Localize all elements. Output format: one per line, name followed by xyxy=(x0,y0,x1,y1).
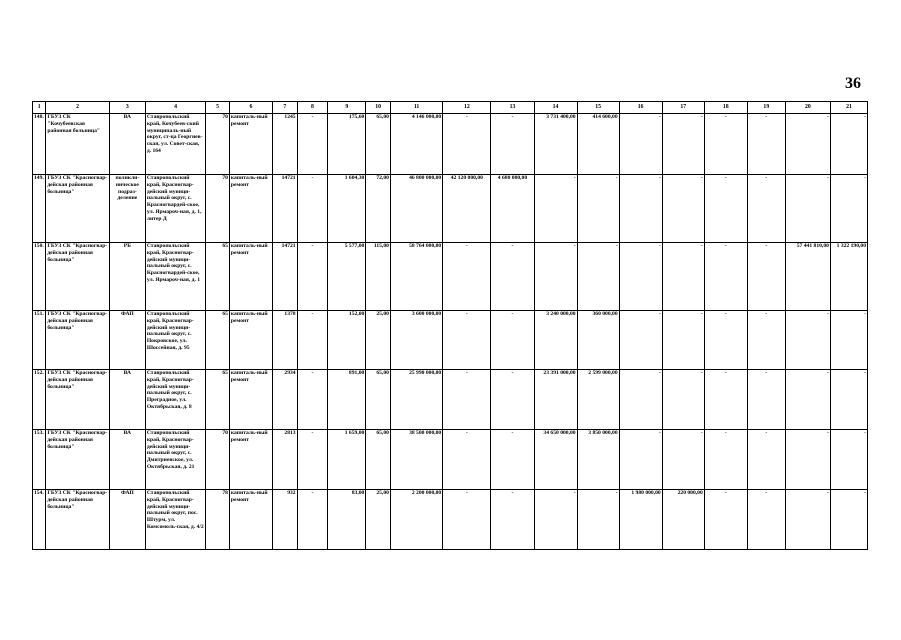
table-cell: - xyxy=(534,490,577,550)
col-header: 5 xyxy=(206,102,230,114)
table-cell: 2 599 000,00 xyxy=(577,370,619,430)
table-cell: - xyxy=(443,430,491,490)
table-cell: - xyxy=(830,175,867,243)
table-cell: Ставропольский край, Кочубеев-ский муниципаль-ный округ, ст-ца Георгиев-ская, ул. Совет-ская, д. 164 xyxy=(145,114,206,175)
table-cell: ГБУЗ СК "Красногвар-дейская районная больница" xyxy=(46,175,110,243)
table-cell: 65,00 xyxy=(366,114,391,175)
table-cell: Ставропольский край, Красногвар-дейский муници-пальный округ, с. Красногвардей-ское, ул. Ярмароч-ная, д. 1, литер Д xyxy=(145,175,206,243)
table-cell: - xyxy=(785,370,830,430)
table-cell: 152,00 xyxy=(328,311,366,370)
table-cell: - xyxy=(785,114,830,175)
table-cell: - xyxy=(747,311,785,370)
table-cell: - xyxy=(297,311,328,370)
col-header: 18 xyxy=(704,102,747,114)
table-cell: 153. xyxy=(33,430,46,490)
table-cell: 14721 xyxy=(272,175,297,243)
table-cell: - xyxy=(491,370,534,430)
table-cell: - xyxy=(619,370,662,430)
table-cell: 3 240 000,00 xyxy=(534,311,577,370)
col-header: 16 xyxy=(619,102,662,114)
table-cell: 46 800 000,00 xyxy=(390,175,442,243)
table-cell: - xyxy=(662,311,704,370)
table-cell: 72,00 xyxy=(366,175,391,243)
table-cell: 3 600 000,00 xyxy=(390,311,442,370)
table-cell: 5 577,00 xyxy=(328,243,366,311)
table-cell: - xyxy=(747,370,785,430)
col-header: 12 xyxy=(443,102,491,114)
table-cell: 151. xyxy=(33,311,46,370)
table-row xyxy=(33,175,868,243)
table-cell: - xyxy=(785,490,830,550)
col-header: 2 xyxy=(46,102,110,114)
table-cell: - xyxy=(704,243,747,311)
table-cell: - xyxy=(704,370,747,430)
table-cell: 25,00 xyxy=(366,490,391,550)
table-cell: 150. xyxy=(33,243,46,311)
table-cell: - xyxy=(662,114,704,175)
table-cell: 3 731 400,00 xyxy=(534,114,577,175)
table-cell: 1 980 000,00 xyxy=(619,490,662,550)
table-cell: Ставропольский край, Красногвар-дейский муници-пальный округ, с. Красногвардей-ское, ул. Ярмароч-ная, д. 1 xyxy=(145,243,206,311)
table-cell: - xyxy=(619,311,662,370)
table-cell: - xyxy=(577,490,619,550)
table-cell: - xyxy=(830,370,867,430)
table-cell: 115,00 xyxy=(366,243,391,311)
table-cell: - xyxy=(662,370,704,430)
table-cell: 34 650 000,00 xyxy=(534,430,577,490)
table-cell: капиталь-ный ремонт xyxy=(229,175,272,243)
column-number-row xyxy=(33,102,868,114)
table-cell: ГБУЗ СК "Красногвар-дейская районная больница" xyxy=(46,370,110,430)
table-cell: - xyxy=(830,430,867,490)
table-cell: ФАП xyxy=(109,490,145,550)
table-cell: ФАП xyxy=(109,311,145,370)
table-cell: ГБУЗ СК "Красногвар-дейская районная больница" xyxy=(46,430,110,490)
table-cell: - xyxy=(830,490,867,550)
table-row xyxy=(33,243,868,311)
table-cell: - xyxy=(704,175,747,243)
table-cell: 152. xyxy=(33,370,46,430)
table-cell: 65,00 xyxy=(366,370,391,430)
table-cell: - xyxy=(619,430,662,490)
table-cell: - xyxy=(443,370,491,430)
table-cell: 23 391 000,00 xyxy=(534,370,577,430)
table-cell: 83,00 xyxy=(328,490,366,550)
table-cell: 38 500 000,00 xyxy=(390,430,442,490)
table-cell: - xyxy=(443,243,491,311)
table-cell: Ставропольский край, Красногвар-дейский муници-пальный округ, с. Дмитриевское, ул. Октябрьская, д. 21 xyxy=(145,430,206,490)
table-cell: 932 xyxy=(272,490,297,550)
table-cell: 1 322 190,00 xyxy=(830,243,867,311)
col-header: 3 xyxy=(109,102,145,114)
table-cell: 1245 xyxy=(272,114,297,175)
table-cell: - xyxy=(297,490,328,550)
page-number: 36 xyxy=(845,75,861,92)
table-cell: 65 xyxy=(206,370,230,430)
table-cell: 891,00 xyxy=(328,370,366,430)
table-cell: капиталь-ный ремонт xyxy=(229,311,272,370)
table-cell: - xyxy=(297,175,328,243)
table-cell: 220 000,00 xyxy=(662,490,704,550)
col-header: 21 xyxy=(830,102,867,114)
table-cell: ГБУЗ СК "Красногвар-дейская районная больница" xyxy=(46,243,110,311)
table-cell: - xyxy=(704,311,747,370)
table-cell: 2813 xyxy=(272,430,297,490)
table-cell: 1378 xyxy=(272,311,297,370)
table-cell: капиталь-ный ремонт xyxy=(229,430,272,490)
table-cell: - xyxy=(747,114,785,175)
table-cell: - xyxy=(491,114,534,175)
table-cell: 58 764 000,00 xyxy=(390,243,442,311)
col-header: 7 xyxy=(272,102,297,114)
table-cell: ВА xyxy=(109,114,145,175)
table-cell: 3 850 000,00 xyxy=(577,430,619,490)
table-cell: - xyxy=(491,311,534,370)
table-cell: 70 xyxy=(206,430,230,490)
table-cell: 65,00 xyxy=(366,430,391,490)
table-cell: 14721 xyxy=(272,243,297,311)
table-cell: - xyxy=(297,243,328,311)
table-cell: - xyxy=(662,175,704,243)
table-cell: 148. xyxy=(33,114,46,175)
col-header: 4 xyxy=(145,102,206,114)
table-cell: - xyxy=(491,243,534,311)
table-cell: - xyxy=(747,243,785,311)
table-cell: - xyxy=(662,430,704,490)
table-cell: 2 200 000,00 xyxy=(390,490,442,550)
table-cell: - xyxy=(443,311,491,370)
table-cell: - xyxy=(704,114,747,175)
table-cell: - xyxy=(619,114,662,175)
table-cell: Ставропольский край, Красногвар-дейский муници-пальный округ, с. Покровское, ул. Шоссейная, д. 95 xyxy=(145,311,206,370)
table-cell: 1 659,00 xyxy=(328,430,366,490)
table-cell: 65 xyxy=(206,311,230,370)
register-table xyxy=(32,101,868,550)
table-cell: - xyxy=(491,430,534,490)
table-cell: ВА xyxy=(109,430,145,490)
table-cell: ВА xyxy=(109,370,145,430)
table-cell: ГБУЗ СК "Красногвар-дейская районная больница" xyxy=(46,311,110,370)
table-cell: Ставропольский край, Красногвар-дейский муници-пальный округ, с. Преградное, ул. Октябрьская, д. 8 xyxy=(145,370,206,430)
table-cell: - xyxy=(747,175,785,243)
table-cell: - xyxy=(443,490,491,550)
table-cell: - xyxy=(704,490,747,550)
table-cell: 25,00 xyxy=(366,311,391,370)
table-cell: 360 000,00 xyxy=(577,311,619,370)
table-cell: 65 xyxy=(206,243,230,311)
table-cell: 4 680 000,00 xyxy=(491,175,534,243)
table-cell: 70 xyxy=(206,114,230,175)
table-cell: капиталь-ный ремонт xyxy=(229,243,272,311)
table-cell: 42 120 000,00 xyxy=(443,175,491,243)
table-row xyxy=(33,370,868,430)
table-cell: 4 146 000,00 xyxy=(390,114,442,175)
table-cell: 2934 xyxy=(272,370,297,430)
table-cell: ГБУЗ СК "Красногвар-дейская районная больница" xyxy=(46,490,110,550)
table-cell: РБ xyxy=(109,243,145,311)
table-cell: 57 441 810,00 xyxy=(785,243,830,311)
col-header: 8 xyxy=(297,102,328,114)
table-cell: - xyxy=(785,430,830,490)
table-row xyxy=(33,490,868,550)
table-cell: - xyxy=(297,430,328,490)
table-cell: капиталь-ный ремонт xyxy=(229,490,272,550)
table-cell: 149. xyxy=(33,175,46,243)
table-cell: - xyxy=(704,430,747,490)
table-cell: - xyxy=(534,243,577,311)
table-cell: - xyxy=(491,490,534,550)
table-cell: - xyxy=(830,114,867,175)
col-header: 17 xyxy=(662,102,704,114)
table-cell: - xyxy=(662,243,704,311)
table-cell: 154. xyxy=(33,490,46,550)
table-cell: - xyxy=(747,430,785,490)
table-cell: ГБУЗ СК "Кочубеевская районная больница" xyxy=(46,114,110,175)
col-header: 13 xyxy=(491,102,534,114)
table-cell: 1 604,30 xyxy=(328,175,366,243)
table-cell: - xyxy=(785,175,830,243)
col-header: 14 xyxy=(534,102,577,114)
table-cell: капиталь-ный ремонт xyxy=(229,114,272,175)
col-header: 19 xyxy=(747,102,785,114)
table-cell: - xyxy=(619,243,662,311)
col-header: 6 xyxy=(229,102,272,114)
table-body xyxy=(33,114,868,550)
col-header: 10 xyxy=(366,102,391,114)
table-cell: - xyxy=(619,175,662,243)
table-cell: - xyxy=(785,311,830,370)
col-header: 1 xyxy=(33,102,46,114)
table-cell: 25 990 000,00 xyxy=(390,370,442,430)
table-cell: 414 600,00 xyxy=(577,114,619,175)
table-cell: - xyxy=(747,490,785,550)
table-cell: - xyxy=(534,175,577,243)
table-cell: капиталь-ный ремонт xyxy=(229,370,272,430)
table-cell: - xyxy=(577,243,619,311)
table-cell: 175,60 xyxy=(328,114,366,175)
col-header: 15 xyxy=(577,102,619,114)
col-header: 20 xyxy=(785,102,830,114)
table-cell: Ставропольский край, Красногвар-дейский муници-пальный округ, пос. Штурм, ул. Комсомоль-ская, д. 4/2 xyxy=(145,490,206,550)
table-cell: 78 xyxy=(206,490,230,550)
table-cell: - xyxy=(830,311,867,370)
table-cell: - xyxy=(577,175,619,243)
table-cell: - xyxy=(297,370,328,430)
col-header: 9 xyxy=(328,102,366,114)
table-cell: поликли-ническое подраз-деление xyxy=(109,175,145,243)
table-cell: - xyxy=(443,114,491,175)
col-header: 11 xyxy=(390,102,442,114)
table-cell: - xyxy=(297,114,328,175)
table-row xyxy=(33,114,868,175)
table-row xyxy=(33,430,868,490)
table-cell: 70 xyxy=(206,175,230,243)
table-row xyxy=(33,311,868,370)
